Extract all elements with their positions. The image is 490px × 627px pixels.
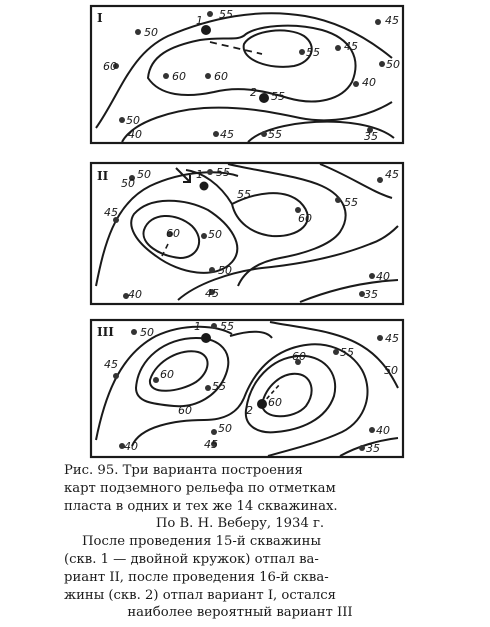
panel-2-label: 50 — [121, 177, 135, 190]
panel-1-label: 60 — [172, 70, 186, 83]
panel-1-label: 55 — [268, 128, 282, 141]
panel-1-label: 50 — [126, 114, 140, 127]
panel-3-label: 55 — [340, 346, 354, 359]
panel-3-label: 45 — [385, 332, 399, 345]
panel-3-roman: III — [97, 325, 114, 339]
panel-3-label: 35 — [366, 442, 380, 455]
panel-3-well-label: 2 — [246, 404, 253, 417]
panel-3-well-2 — [257, 399, 267, 409]
caption-line: наиболее вероятный вариант III — [127, 605, 353, 621]
panel-3-label: 60 — [268, 396, 282, 409]
caption-line: После проведения 15-й скважины — [82, 534, 321, 550]
panel-2-label: 55 — [237, 188, 251, 201]
panel-3-label: 60 — [292, 350, 306, 363]
panel-1 — [91, 6, 403, 143]
panel-3-label: 55 — [220, 320, 234, 333]
panel-1-well-2 — [259, 93, 269, 103]
panel-1-label: 45 — [385, 14, 399, 27]
panel-2-label: 55 — [216, 166, 230, 179]
panel-1-label: 40 — [128, 128, 142, 141]
panel-3-contours — [96, 322, 398, 456]
figure-caption — [64, 462, 416, 622]
panel-3-label: 50 — [384, 364, 398, 377]
panel-3-label: 60 — [160, 368, 174, 381]
panel-2-label: 55 — [344, 196, 358, 209]
panel-2-contours — [96, 164, 398, 302]
panel-3-label: 50 — [140, 326, 154, 339]
panel-1-well-label: 1 — [196, 14, 203, 27]
panel-2-label: 45 — [385, 168, 399, 181]
panel-1-label: 55 — [271, 90, 285, 103]
panel-1-label: 55 — [306, 46, 320, 59]
panel-2 — [91, 163, 403, 304]
panel-2-label: 50 — [218, 264, 232, 277]
panel-1-label: 45 — [344, 40, 358, 53]
panel-1-label: 45 — [220, 128, 234, 141]
panel-3-well-1 — [201, 333, 211, 343]
caption-line: (скв. 1 — двойной кружок) отпал ва- — [64, 551, 319, 567]
panel-2-label: 50 — [208, 228, 222, 241]
panel-3-label: 40 — [124, 440, 138, 453]
panel-1-label: 50 — [144, 26, 158, 39]
panel-3-label: 45 — [104, 358, 118, 371]
panel-2-label: 35 — [364, 288, 378, 301]
panel-2-label: 60 — [298, 212, 312, 225]
panel-3 — [91, 320, 403, 457]
panel-1-label: 40 — [362, 76, 376, 89]
panel-2-well-1 — [200, 182, 209, 191]
panel-2-label: 60 — [166, 227, 180, 240]
panel-1-roman: I — [97, 11, 103, 25]
caption-line: По В. Н. Веберу, 1934 г. — [155, 516, 325, 532]
panel-2-label: 45 — [104, 206, 118, 219]
caption-line: пласта в одних и тех же 14 скважинах. — [64, 498, 338, 514]
panel-1-label: 60 — [103, 60, 117, 73]
caption-line: Рис. 95. Три варианта построения — [64, 463, 303, 478]
panel-1-label: 50 — [386, 58, 400, 71]
panel-1-label: 35 — [364, 130, 378, 143]
panel-3-label: 50 — [218, 422, 232, 435]
panel-2-roman: II — [97, 169, 109, 183]
panel-3-label: 55 — [212, 380, 226, 393]
panel-2-frame — [91, 163, 403, 304]
panel-3-label: 60 — [178, 404, 192, 417]
panel-1-label: 60 — [214, 70, 228, 83]
panel-2-label: 45 — [205, 287, 219, 300]
caption-line: риант II, после проведения 16-й сква- — [64, 569, 329, 585]
panel-3-label: 40 — [376, 424, 390, 437]
panel-1-label: 55 — [219, 8, 233, 21]
panel-3-label: 45 — [204, 438, 218, 451]
caption-line: жины (скв. 2) отпал вариант I, остался — [64, 587, 336, 603]
panel-2-label: 1 — [196, 168, 203, 181]
panel-2-label: 50 — [137, 168, 151, 181]
caption-line: карт подземного рельефа по отметкам — [64, 480, 336, 496]
panel-2-label: 40 — [376, 270, 390, 283]
panel-1-well-label: 2 — [250, 86, 257, 99]
panel-3-well-label: 1 — [194, 320, 201, 333]
panel-2-label: 40 — [128, 288, 142, 301]
panel-1-dashed-line — [210, 42, 262, 54]
